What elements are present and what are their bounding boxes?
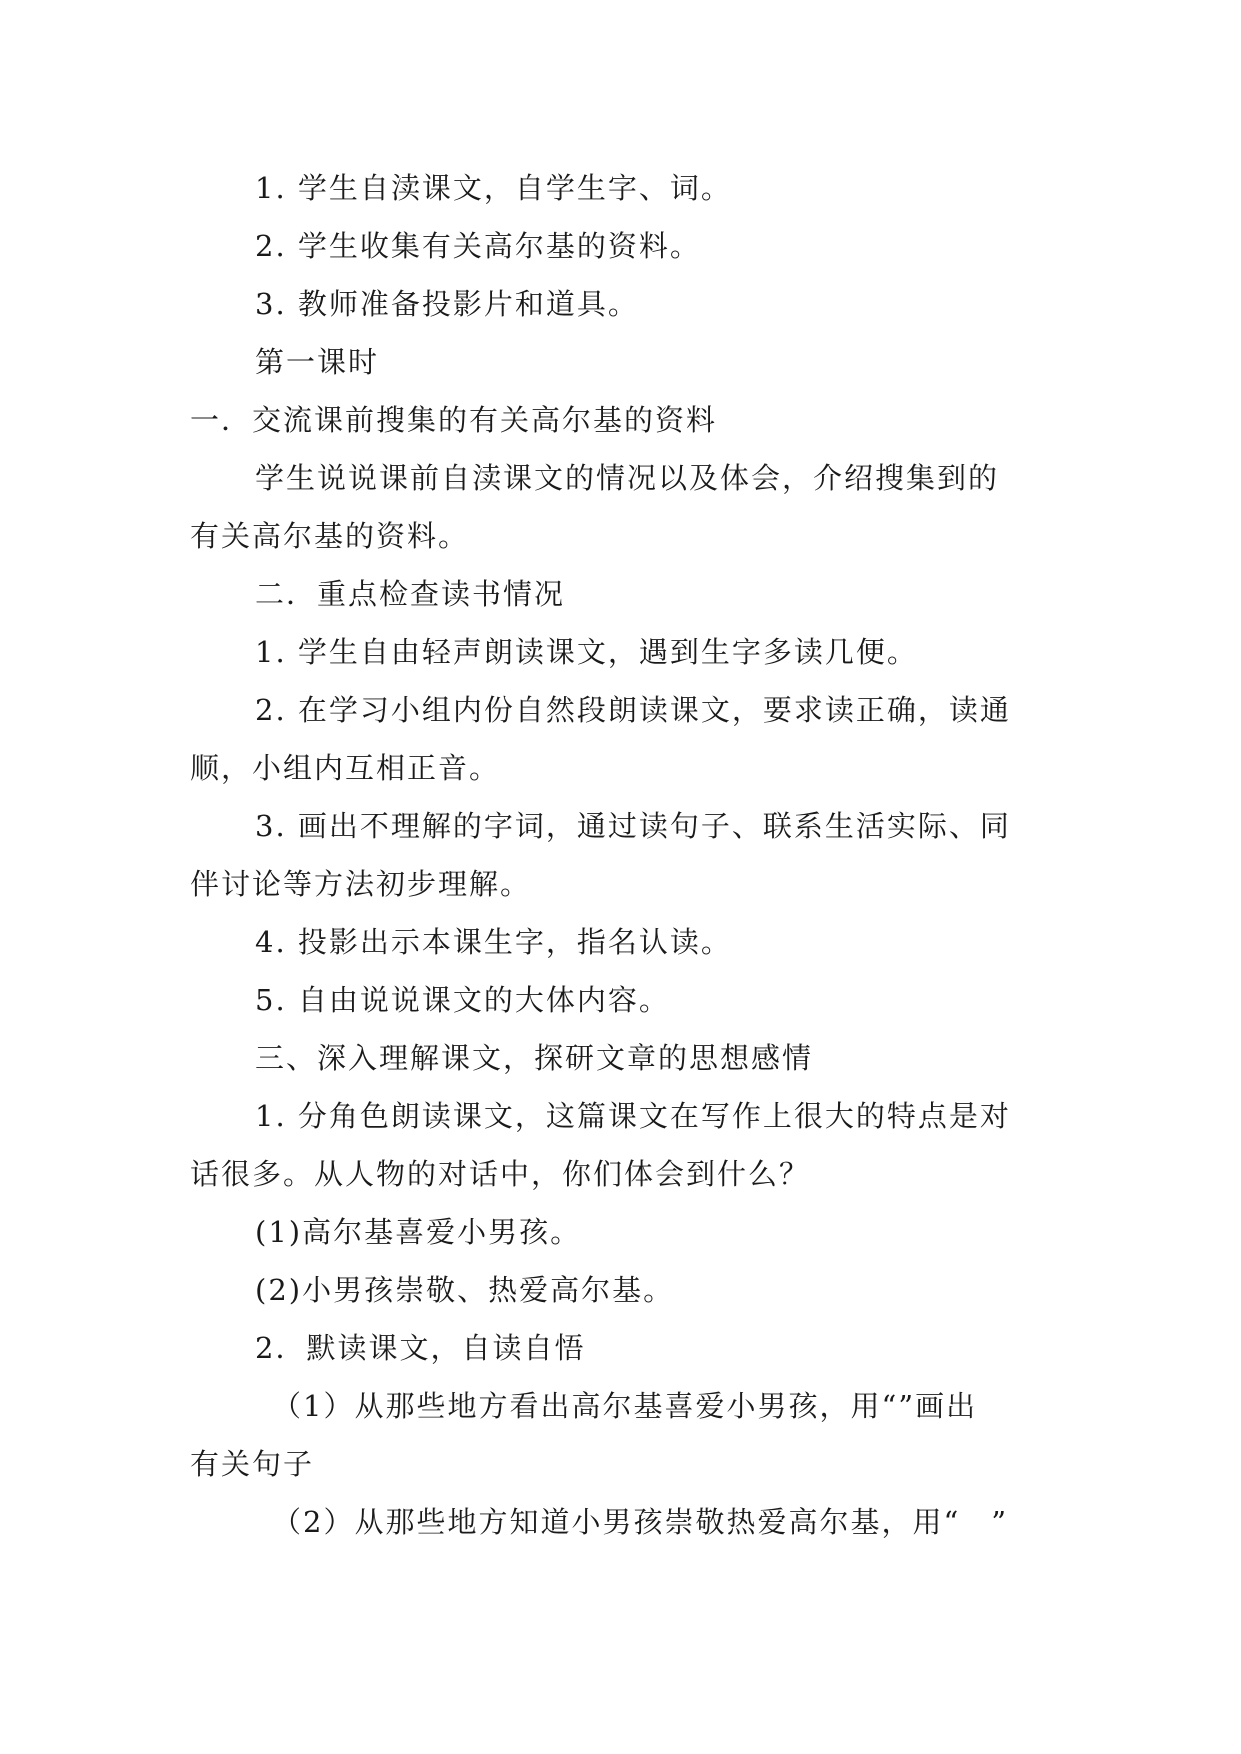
text-line: 3. 画出不理解的字词，通过读句子、联系生活实际、同 — [255, 809, 1011, 843]
text-line: 5. 自由说说课文的大体内容。 — [255, 983, 670, 1017]
text-line: 顺，小组内互相正音。 — [190, 751, 501, 785]
text-line: 2．默读课文，自读自悟 — [255, 1331, 586, 1365]
text-line: 1. 分角色朗读课文，这篇课文在写作上很大的特点是对 — [255, 1099, 1011, 1133]
text-line: 3. 教师准备投影片和道具。 — [255, 287, 639, 321]
section-heading: 二．重点检查读书情况 — [255, 577, 566, 611]
text-line: 2. 学生收集有关高尔基的资料。 — [255, 229, 701, 263]
text-line: （2）从那些地方知道小男孩崇敬热爱高尔基，用“ ” — [272, 1505, 1009, 1539]
text-line: 话很多。从人物的对话中，你们体会到什么？ — [190, 1157, 811, 1191]
section-heading: 第一课时 — [255, 345, 380, 379]
text-line: 伴讨论等方法初步理解。 — [190, 867, 532, 901]
section-heading: 三、深入理解课文，探研文章的思想感情 — [255, 1041, 814, 1075]
section-heading: 一．交流课前搜集的有关高尔基的资料 — [190, 403, 718, 437]
text-line: (2)小男孩崇敬、热爱高尔基。 — [255, 1273, 675, 1307]
text-line: (1)高尔基喜爱小男孩。 — [255, 1215, 582, 1249]
text-line: 有关高尔基的资料。 — [190, 519, 470, 553]
text-line: 1. 学生自由轻声朗读课文，遇到生字多读几便。 — [255, 635, 918, 669]
text-line: （1）从那些地方看出高尔基喜爱小男孩，用“”画出 — [272, 1389, 978, 1423]
text-line: 4. 投影出示本课生字，指名认读。 — [255, 925, 732, 959]
text-line: 学生说说课前自渎课文的情况以及体会，介绍搜集到的 — [255, 461, 1000, 495]
text-line: 有关句子 — [190, 1447, 315, 1481]
text-line: 2. 在学习小组内份自然段朗读课文，要求读正确，读通 — [255, 693, 1011, 727]
text-line: 1. 学生自渎课文，自学生字、词。 — [255, 171, 732, 205]
